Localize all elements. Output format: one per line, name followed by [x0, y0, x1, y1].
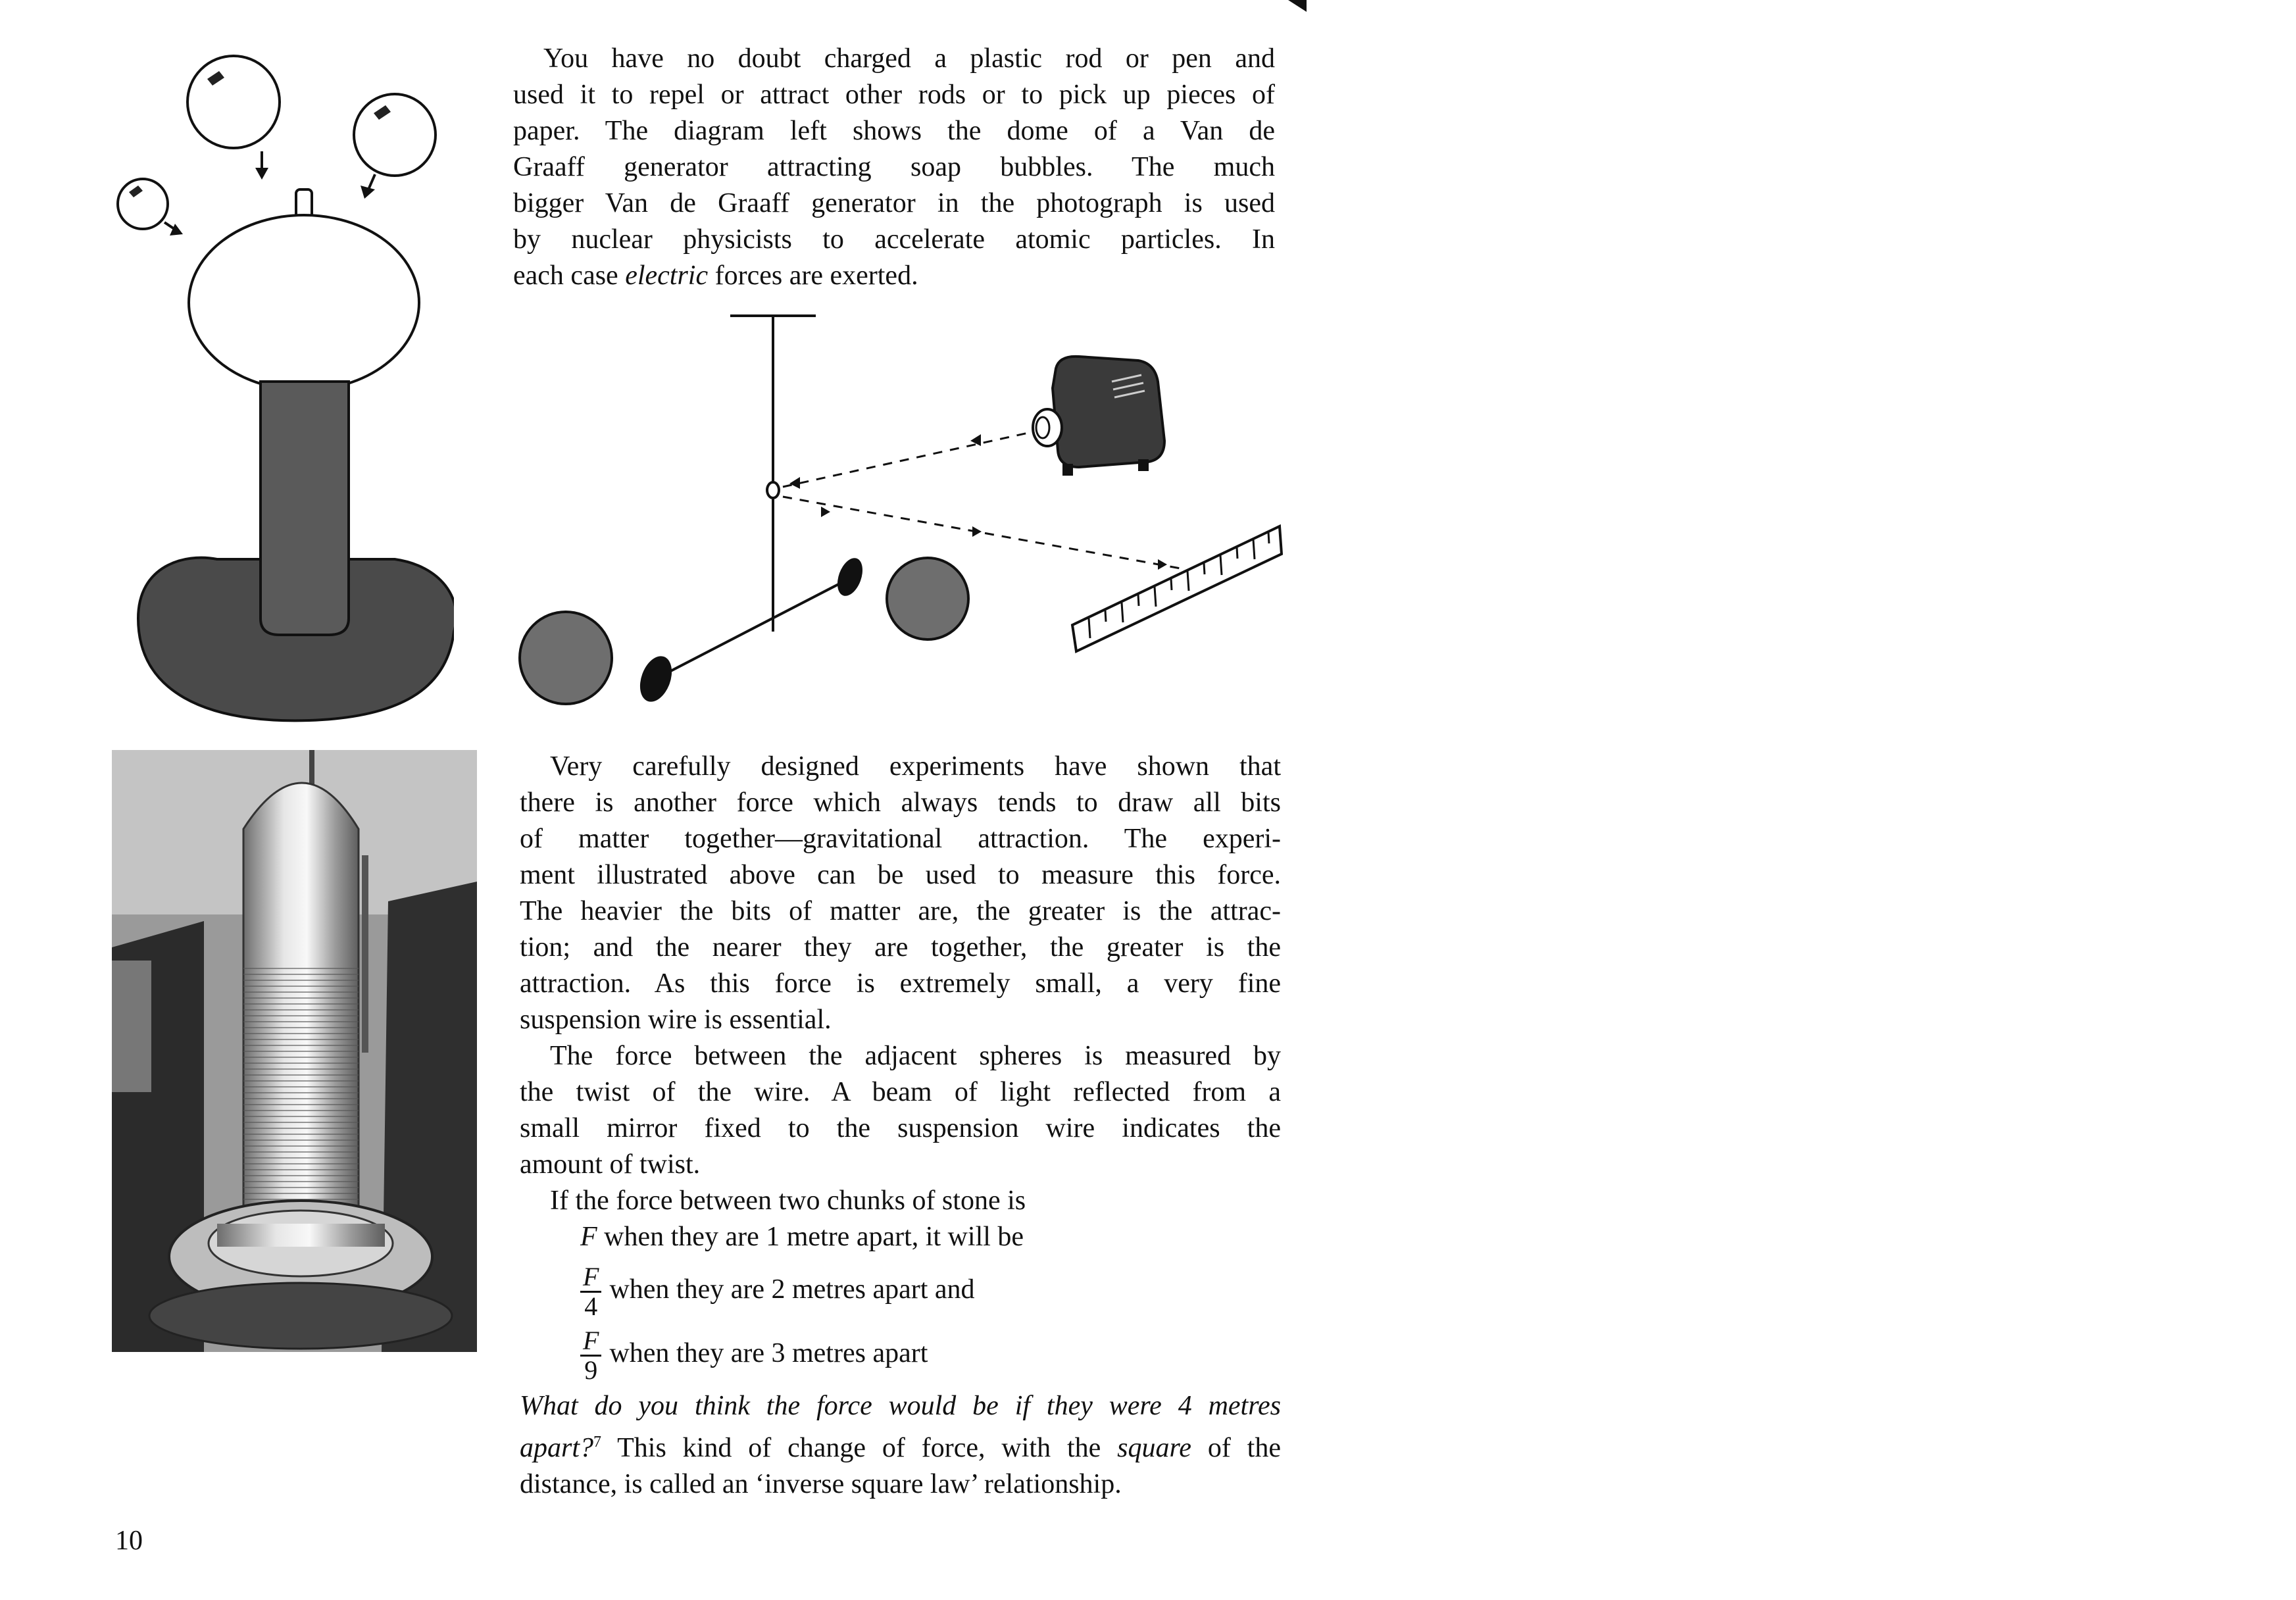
page-number: 10	[115, 1526, 143, 1556]
intro-emphasis: electric	[625, 261, 709, 291]
question-line: distance, is called an ‘inverse square law’ relationship.	[520, 1469, 1122, 1499]
van-de-graaff-diagram	[99, 39, 454, 737]
second-line: The force between the adjacent spheres is measured by	[550, 1041, 1281, 1071]
force-line: If the force between two chunks of stone is	[550, 1186, 1026, 1216]
soap-bubble-large	[187, 56, 280, 180]
main-line: The heavier the bits of matter are, the greater is the attrac-	[520, 896, 1281, 926]
main-line: tion; and the nearer they are together, the greater is the	[520, 932, 1281, 963]
measuring-scale	[1072, 526, 1282, 651]
main-line: ment illustrated above can be used to measure this force.	[520, 860, 1281, 890]
corner-mark	[1288, 0, 1307, 13]
question-line: of the	[1191, 1433, 1281, 1463]
main-line: there is another force which always tends to draw all bits	[520, 788, 1281, 818]
question-emphasis: square	[1117, 1433, 1191, 1463]
suspension-wire	[730, 316, 816, 632]
soap-bubble-right	[354, 94, 436, 199]
mirror	[767, 482, 779, 498]
main-paragraph	[520, 749, 1281, 1503]
large-sphere-left	[520, 612, 612, 704]
soap-bubble-small	[118, 179, 183, 236]
fraction-denominator: 4	[584, 1291, 598, 1321]
main-line: of matter together—gravitational attraction. The experi-	[520, 824, 1281, 854]
intro-line: You have no doubt charged a plastic rod or pen and	[543, 43, 1275, 74]
force-line: when they are 2 metres apart and	[609, 1274, 975, 1305]
generator-dome	[189, 189, 419, 390]
footnote-mark: 7	[593, 1434, 602, 1451]
question-line: What do you think the force would be if they were 4 metres	[520, 1391, 1281, 1421]
fraction-numerator: F	[580, 1263, 601, 1293]
question-line: This kind of change of force, with the	[601, 1433, 1118, 1463]
intro-line: forces are exerted.	[708, 261, 918, 291]
second-line: small mirror fixed to the suspension wire indicates the	[520, 1113, 1281, 1143]
intro-line: by nuclear physicists to accelerate atomic particles. In	[513, 224, 1275, 255]
force-line: when they are 1 metre apart, it will be	[597, 1222, 1024, 1252]
lamp-projector	[1033, 357, 1164, 476]
balance-rod	[634, 555, 867, 706]
intro-line: paper. The diagram left shows the dome of a Van de	[513, 116, 1275, 146]
question-paragraph	[520, 1388, 1281, 1503]
question-italic: apart?	[520, 1433, 594, 1463]
force-line: when they are 3 metres apart	[609, 1338, 928, 1369]
intro-line: each case	[513, 261, 626, 291]
main-line: attraction. As this force is extremely small, a very fine	[520, 968, 1281, 999]
intro-line: bigger Van de Graaff generator in the photograph is used	[513, 188, 1275, 218]
main-line: suspension wire is essential.	[520, 1005, 832, 1035]
large-sphere-right	[887, 558, 968, 639]
second-line: the twist of the wire. A beam of light reflected from a	[520, 1077, 1281, 1107]
force-symbol: F	[580, 1222, 597, 1252]
fraction-numerator: F	[580, 1327, 601, 1357]
small-mass-right	[833, 555, 867, 599]
generator-column	[261, 382, 349, 635]
force-statement	[520, 1183, 1281, 1384]
intro-line: Graaff generator attracting soap bubbles. The much	[513, 152, 1275, 182]
main-line: Very carefully designed experiments have shown that	[550, 751, 1281, 782]
accelerator-photograph	[112, 750, 477, 1352]
fraction-f-over-4	[580, 1263, 601, 1320]
second-line: amount of twist.	[520, 1149, 701, 1180]
fraction-denominator: 9	[584, 1355, 598, 1385]
small-mass-left	[634, 652, 678, 707]
torsion-balance-diagram	[507, 309, 1296, 717]
fraction-f-over-9	[580, 1327, 601, 1384]
intro-paragraph	[513, 41, 1275, 294]
intro-line: used it to repel or attract other rods or to pick up pieces of	[513, 80, 1275, 110]
